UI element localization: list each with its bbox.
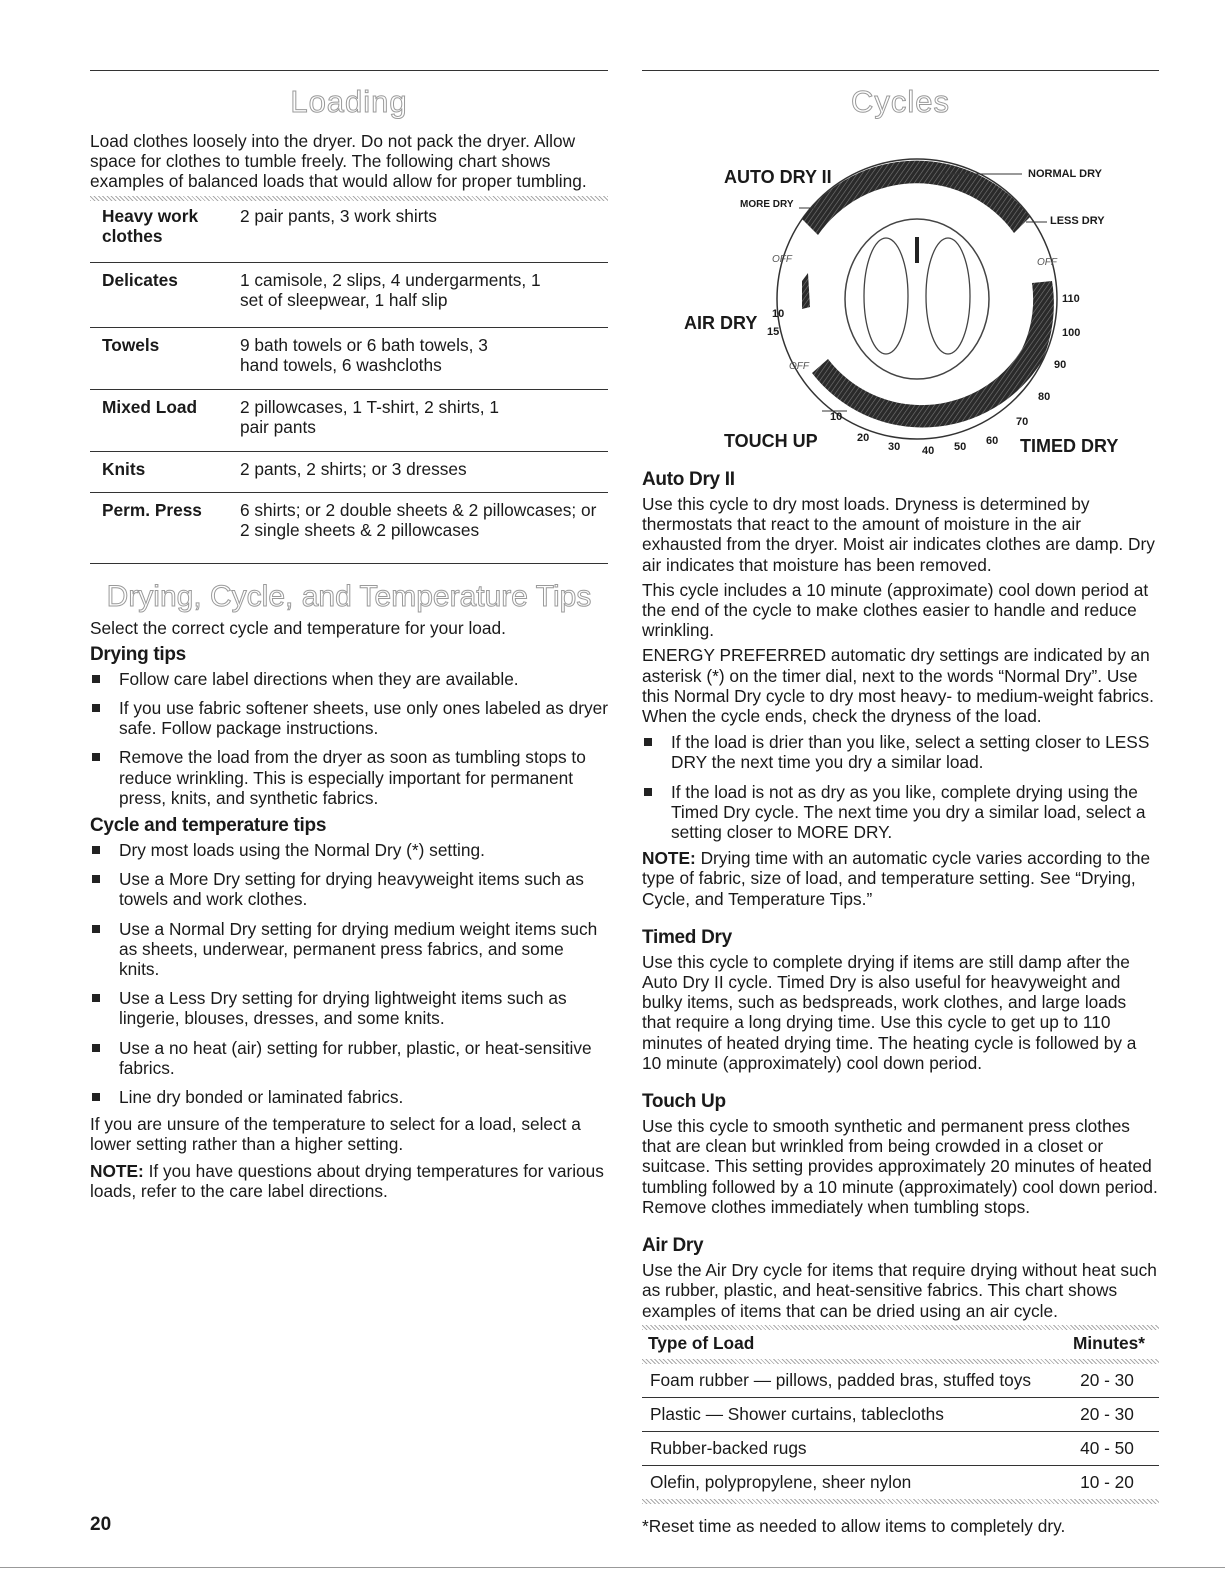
touch-up-heading: Touch Up [642, 1091, 726, 1113]
table-row [90, 389, 608, 451]
bullet-icon [92, 1093, 100, 1101]
table-cell: Plastic — Shower curtains, tablecloths [642, 1397, 1060, 1431]
timed-80-label: 80 [1038, 391, 1051, 403]
air-dry-footnote: *Reset time as needed to allow items to completely dry. [642, 1515, 1066, 1536]
air-dry-label: AIR DRY [684, 313, 758, 333]
load-contents: 2 pillowcases, 1 T-shirt, 2 shirts, 1 pair pants [240, 389, 608, 451]
tips-intro: Select the correct cycle and temperature for your load. [90, 617, 506, 638]
drying-tips-heading: Drying tips [90, 643, 186, 665]
load-contents: 2 pants, 2 shirts; or 3 dresses [240, 451, 608, 492]
bullet-icon [92, 875, 100, 883]
auto-dry-p1: Use this cycle to dry most loads. Dryness is determined by thermostats that react to the amount of moisture in the air exhausted from the dryer. Moist air indicates clothes are damp. Dry air indicates that moisture has been removed. [642, 494, 1155, 575]
normal-dry-label: NORMAL DRY [1028, 168, 1102, 180]
table-row [642, 1465, 1159, 1499]
load-type: Mixed Load [90, 389, 240, 451]
load-type: Towels [90, 327, 240, 389]
auto-dry-p2: This cycle includes a 10 minute (approximate) cool down period at the end of the cycle to make clothes easier to handle and reduce wrinkling. [642, 579, 1149, 641]
table-row [90, 451, 608, 492]
table-row [90, 492, 608, 561]
bullet-icon [92, 675, 100, 683]
bullet-icon [644, 788, 652, 796]
loading-intro: Load clothes loosely into the dryer. Do not pack the dryer. Allow space for clothes to tumble freely. The following chart shows examples of balanced loads that would allow for proper tumbling. [90, 131, 587, 192]
air-dry-15-label: 15 [767, 326, 780, 338]
list-item: Remove the load from the dryer as soon as tumbling stops to reduce wrinkling. This is especially important for permanent press, knits, and synthetic fabrics. [90, 747, 608, 808]
timed-40-label: 40 [922, 445, 935, 457]
list-item: Use a no heat (air) setting for rubber, plastic, or heat-sensitive fabrics. [90, 1038, 608, 1078]
air-dry-p: Use the Air Dry cycle for items that require drying without heat such as rubber, plastic, and heat-sensitive fabrics. This chart shows examples of items that can be dried using an air cycle. [642, 1260, 1157, 1321]
more-dry-label: MORE DRY [740, 199, 794, 210]
timed-50-label: 50 [954, 441, 967, 453]
off-label: OFF [789, 361, 809, 372]
load-type: Heavy work clothes [90, 201, 240, 263]
cycles-title: Cycles [850, 84, 950, 119]
auto-dry-list [642, 732, 1159, 842]
table-row [90, 201, 608, 263]
bullet-icon [92, 846, 100, 854]
right-column [642, 70, 1159, 1536]
table-cell: 20 - 30 [1060, 1364, 1159, 1398]
air-dry-heading: Air Dry [642, 1235, 704, 1257]
bullet-icon [92, 925, 100, 933]
timed-30-label: 30 [888, 441, 901, 453]
list-item: Use a Less Dry setting for drying lightweight items such as lingerie, blouses, dresses, and some knits. [90, 988, 608, 1028]
load-type: Knits [90, 451, 240, 492]
column-header: Type of Load [648, 1332, 755, 1353]
timed-60-label: 60 [986, 435, 999, 447]
auto-dry-p3: ENERGY PREFERRED automatic dry settings are indicated by an asterisk (*) on the timer dial, next to the words “Normal Dry”. Use this Normal Dry cycle to dry most heavy- to medium-weight fabrics. When the cycle ends, check the dryness of the load. [642, 645, 1154, 727]
tips-closing: If you are unsure of the temperature to select for a load, select a lower setting rather than a higher setting. [90, 1114, 581, 1155]
table-cell: 20 - 30 [1060, 1397, 1159, 1431]
timed-110-label: 110 [1062, 293, 1080, 305]
list-item: Follow care label directions when they are available. [90, 669, 608, 689]
section-rule [90, 563, 608, 564]
less-dry-label: LESS DRY [1050, 215, 1105, 227]
timed-100-label: 100 [1062, 327, 1081, 339]
bullet-icon [92, 704, 100, 712]
table-row [642, 1397, 1159, 1431]
bullet-icon [92, 994, 100, 1002]
table-row [642, 1431, 1159, 1465]
auto-dry-note: NOTE: Drying time with an automatic cycle varies according to the type of fabric, size of load, and temperature setting. See “Drying, Cycle, and Temperature Tips.” [642, 848, 1151, 909]
column-header: Minutes* [1072, 1332, 1145, 1353]
timed-dry-heading: Timed Dry [642, 926, 732, 948]
timed-90-label: 90 [1054, 359, 1067, 371]
section-rule [90, 70, 608, 71]
load-type: Perm. Press [102, 499, 202, 520]
table-cell: Olefin, polypropylene, sheer nylon [650, 1471, 912, 1492]
page-bottom-rule [0, 1567, 1225, 1568]
timer-dial-graphic [642, 111, 1159, 441]
table-cell: 40 - 50 [1060, 1431, 1159, 1465]
bullet-icon [92, 1044, 100, 1052]
bullet-icon [644, 738, 652, 746]
section-rule [642, 70, 1159, 71]
load-contents: 9 bath towels or 6 bath towels, 3 hand towels, 6 washcloths [240, 327, 608, 389]
touch-up-label: TOUCH UP [724, 431, 818, 451]
load-contents: 2 pair pants, 3 work shirts [240, 201, 608, 263]
page-number: 20 [90, 1514, 112, 1535]
bullet-icon [92, 753, 100, 761]
off-label: OFF [1037, 257, 1057, 268]
drying-tips-list [90, 669, 608, 808]
table-cell: Rubber-backed rugs [642, 1431, 1060, 1465]
table-header-row [642, 1330, 1159, 1359]
list-item: If the load is not as dry as you like, complete drying using the Timed Dry cycle. The next time you dry a similar load, select a setting closer to MORE DRY. [642, 782, 1159, 843]
touch-up-p: Use this cycle to smooth synthetic and permanent press clothes that are clean but wrinkled from being crowded in a closet or suitcase. This setting provides approximately 20 minutes of heated tumbling followed by a 10 minute (approximately) cool down period. Remove clothes immediately when tumbling stops. [642, 1116, 1158, 1217]
list-item: Dry most loads using the Normal Dry (*) setting. [90, 840, 608, 860]
loading-title: Loading [290, 84, 408, 119]
list-item: If you use fabric softener sheets, use only ones labeled as dryer safe. Follow package instructions. [90, 698, 608, 738]
air-dry-10-label: 10 [772, 308, 785, 320]
auto-dry-heading: Auto Dry II [642, 469, 735, 490]
table-row [90, 262, 608, 327]
list-item: Use a Normal Dry setting for drying medium weight items such as sheets, underwear, permanent press fabrics, and some knits. [90, 919, 608, 980]
off-label: OFF [772, 254, 792, 265]
load-type: Delicates [90, 262, 240, 327]
table-row [90, 327, 608, 389]
load-contents: 6 shirts; or 2 double sheets & 2 pillowcases; or 2 single sheets & 2 pillowcases [240, 499, 597, 540]
list-item: Line dry bonded or laminated fabrics. [90, 1087, 608, 1107]
table-row [642, 1364, 1159, 1398]
timed-dry-label: TIMED DRY [1020, 436, 1119, 456]
tips-note: NOTE: If you have questions about drying temperatures for various loads, refer to the care label directions. [90, 1160, 604, 1201]
timed-70-label: 70 [1016, 416, 1029, 428]
table-cell: Foam rubber — pillows, padded bras, stuffed toys [642, 1364, 1060, 1398]
list-item: Use a More Dry setting for drying heavyweight items such as towels and work clothes. [90, 869, 608, 909]
timer-dial-diagram [642, 111, 1159, 457]
touch-up-20-label: 20 [857, 432, 870, 444]
loading-table [90, 201, 608, 561]
timed-dry-p: Use this cycle to complete drying if items are still damp after the Auto Dry II cycle. Timed Dry is also useful for heavyweight and bulky items, such as bedspreads, work clothes, and large loads that require a long drying time. Use this cycle to get up to 110 minutes of heated drying time. The heating cycle is followed by a 10 minute (approximately) cool down period. [642, 951, 1137, 1073]
cycle-tips-heading: Cycle and temperature tips [90, 815, 327, 837]
air-dry-table [642, 1330, 1159, 1499]
load-contents: 1 camisole, 2 slips, 4 undergarments, 1 set of sleepwear, 1 half slip [240, 262, 608, 327]
left-column [90, 70, 608, 1201]
table-bottom-hatch [642, 1499, 1159, 1504]
table-cell: 10 - 20 [1080, 1471, 1134, 1492]
list-item: If the load is drier than you like, select a setting closer to LESS DRY the next time you dry a similar load. [642, 732, 1159, 772]
auto-dry-label: AUTO DRY II [724, 167, 832, 187]
touch-up-10-label: 10 [830, 411, 843, 423]
tips-title: Drying, Cycle, and Temperature Tips [106, 579, 592, 613]
cycle-tips-list [90, 840, 608, 1107]
